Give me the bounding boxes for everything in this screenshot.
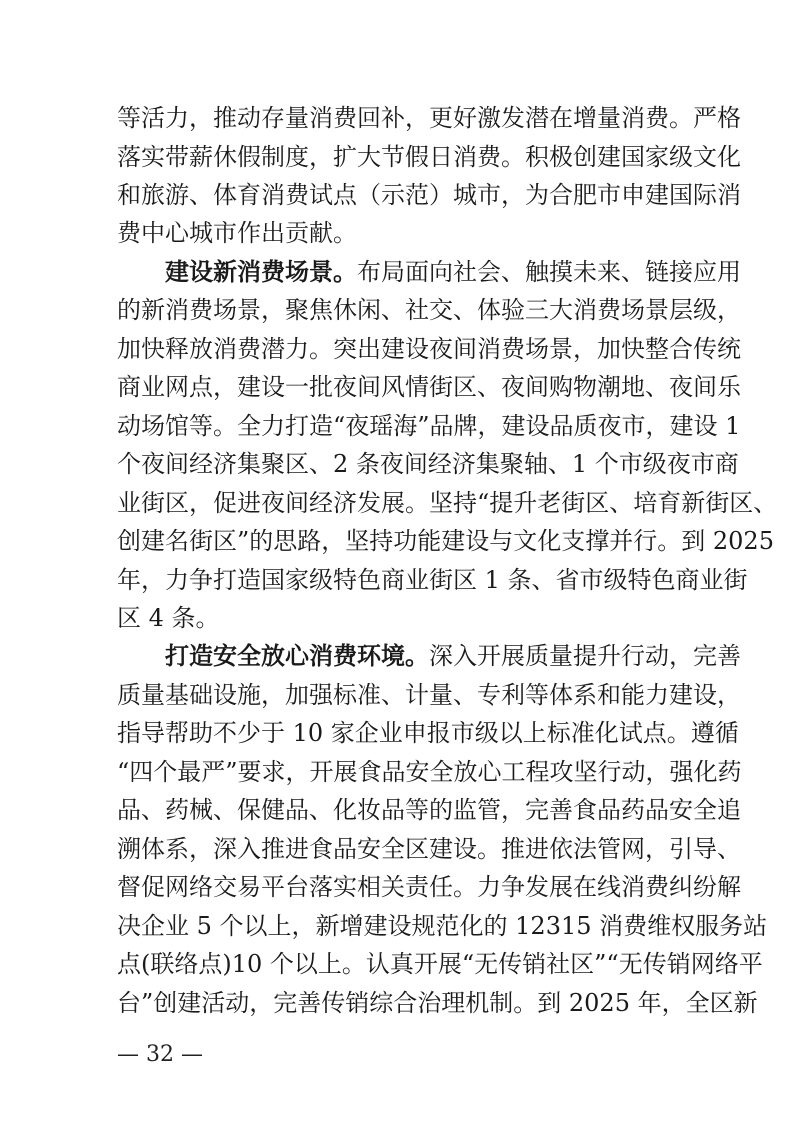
body-text-line: 落实带薪休假制度，扩大节假日消费。积极创建国家级文化 — [117, 142, 741, 171]
body-text-line: 个夜间经济集聚区、2 条夜间经济集聚轴、1 个市级夜市商 — [117, 450, 739, 479]
body-text-line: 加快释放消费潜力。突出建设夜间消费场景，加快整合传统 — [117, 334, 741, 363]
body-text-line: 创建名街区”的思路，坚持功能建设与文化支撑并行。到 2025 — [117, 527, 774, 555]
body-text-line: 指导帮助不少于 10 家企业申报市级以上标准化试点。遵循 — [117, 719, 739, 748]
body-text-line: 年，力争打造国家级特色商业街区 1 条、省市级特色商业街 — [117, 565, 748, 594]
body-text-line: 台”创建活动，完善传销综合治理机制。到 2025 年，全区新 — [117, 988, 758, 1017]
body-text-line: 溯体系，深入推进食品安全区建设。推进依法管网，引导、 — [117, 834, 741, 863]
section-heading: 打造安全放心消费环境。 — [165, 641, 429, 671]
body-text-line: 质量基础设施，加强标准、计量、专利等体系和能力建设， — [117, 680, 741, 709]
body-text-line: “四个最严”要求，开展食品安全放心工程攻坚行动，强化药 — [117, 757, 742, 786]
body-text-line: 商业网点，建设一批夜间风情街区、夜间购物潮地、夜间乐 — [117, 373, 741, 402]
body-text-line: 和旅游、体育消费试点（示范）城市，为合肥市申建国际消 — [117, 180, 741, 209]
body-text-line: 费中心城市作出贡献。 — [117, 219, 357, 248]
body-text-line: 品、药械、保健品、化妆品等的监管，完善食品药品安全追 — [117, 796, 741, 825]
body-text-line: 督促网络交易平台落实相关责任。力争发展在线消费纠纷解 — [117, 873, 741, 902]
body-text-line: 动场馆等。全力打造“夜瑶海”品牌，建设品质夜市，建设 1 — [117, 411, 741, 440]
body-text-line: 的新消费场景，聚焦休闲、社交、体验三大消费场景层级， — [117, 296, 741, 325]
body-text-line: 业街区，促进夜间经济发展。坚持“提升老街区、培育新街区、 — [117, 488, 778, 517]
paragraph-first-line — [165, 637, 741, 676]
body-text-line: 区 4 条。 — [117, 604, 220, 632]
body-text: 布局面向社会、触摸未来、链接应用 — [357, 257, 741, 286]
page-number: — 32 — — [117, 1042, 203, 1067]
body-text-line: 决企业 5 个以上，新增建设规范化的 12315 消费维权服务站 — [117, 911, 768, 940]
body-text: 深入开展质量提升行动，完善 — [429, 642, 741, 671]
paragraph-first-line — [165, 253, 741, 292]
section-heading: 建设新消费场景。 — [165, 256, 357, 286]
body-text-line: 等活力，推动存量消费回补，更好激发潜在增量消费。严格 — [117, 104, 741, 132]
body-text-line: 点(联络点)10 个以上。认真开展“无传销社区”“无传销网络平 — [117, 950, 763, 979]
